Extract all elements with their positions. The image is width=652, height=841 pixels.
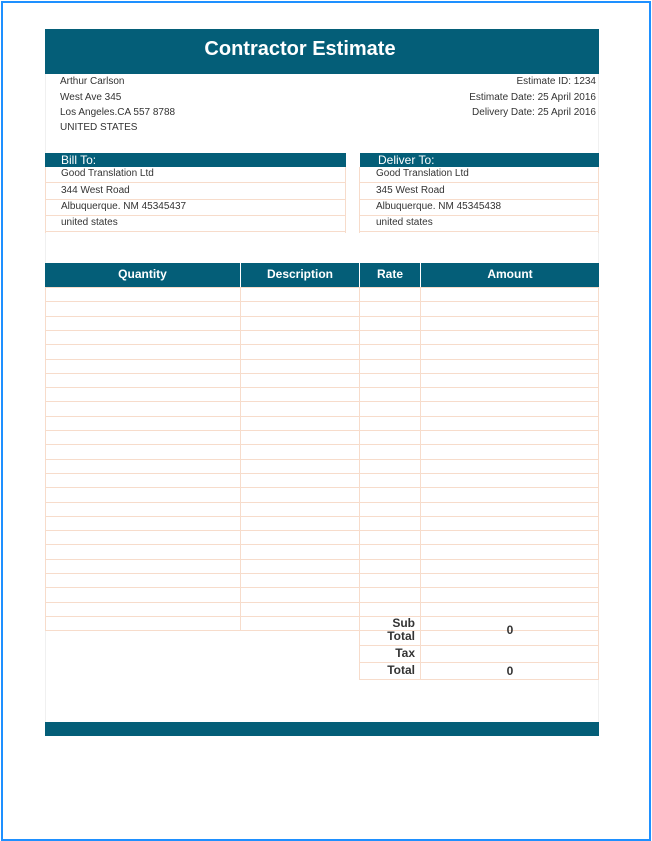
table-column-line: [359, 287, 360, 630]
table-row-line: [45, 487, 599, 488]
deliver-to-street: 345 West Road: [376, 185, 445, 196]
estimate-id: Estimate ID: 1234: [516, 76, 596, 87]
table-row-line: [45, 587, 599, 588]
tax-label: Tax: [395, 646, 415, 660]
total-label: Total: [387, 663, 415, 677]
sender-city: Los Angeles.CA 557 8788: [60, 107, 176, 118]
items-table-header: [45, 263, 599, 287]
bill-to-line: [46, 216, 345, 232]
table-row-line: [45, 359, 599, 360]
estimate-date: Estimate Date: 25 April 2016: [469, 92, 596, 103]
bill-to-street: 344 West Road: [61, 185, 130, 196]
title-bar: [45, 29, 599, 74]
table-row-line: [45, 344, 599, 345]
table-row-line: [45, 401, 599, 402]
table-row-line: [45, 459, 599, 460]
bill-to-line: [46, 184, 345, 200]
page-title: Contractor Estimate: [204, 38, 396, 60]
deliver-to-company: Good Translation Ltd: [376, 168, 469, 179]
subtotal-label-line1: Sub: [392, 616, 415, 630]
bill-to-company: Good Translation Ltd: [61, 168, 154, 179]
table-row-line: [45, 301, 599, 302]
table-row-line: [45, 373, 599, 374]
table-row-line: [45, 516, 599, 517]
bill-to-label: Bill To:: [61, 153, 97, 167]
bill-to-line: [46, 200, 345, 216]
table-row-line: [45, 316, 599, 317]
subtotal-value: 0: [506, 623, 514, 637]
table-row-line: [45, 559, 599, 560]
table-row-line: [45, 473, 599, 474]
bill-to-block: [45, 167, 346, 233]
deliver-to-block: [359, 167, 599, 233]
footer-bar: [45, 722, 599, 736]
table-column-line: [598, 287, 599, 630]
sender-street: West Ave 345: [60, 92, 122, 103]
table-row-line: [45, 573, 599, 574]
bill-to-country: united states: [61, 217, 118, 228]
sender-name: Arthur Carlson: [60, 76, 125, 87]
deliver-to-city: Albuquerque. NM 45345438: [376, 201, 502, 212]
total-value: 0: [506, 664, 514, 678]
col-quantity: Quantity: [45, 263, 241, 287]
table-column-line: [420, 287, 421, 630]
deliver-to-label: Deliver To:: [378, 153, 435, 167]
table-row-line: [45, 602, 599, 603]
deliver-to-line: [360, 216, 598, 232]
table-column-line: [240, 287, 241, 630]
deliver-to-line: [360, 184, 598, 200]
table-row-line: [45, 502, 599, 503]
table-column-line: [45, 287, 46, 630]
bill-to-line: [46, 167, 345, 183]
table-row-line: [45, 387, 599, 388]
table-row-line: [45, 444, 599, 445]
bill-to-city: Albuquerque. NM 45345437: [61, 201, 187, 212]
table-row-line: [45, 287, 599, 288]
totals-row-line: [359, 679, 599, 680]
bill-to-header: [45, 153, 346, 167]
deliver-to-country: united states: [376, 217, 433, 228]
totals-column-line: [359, 616, 360, 679]
table-row-line: [45, 430, 599, 431]
table-row-line: [45, 530, 599, 531]
subtotal-label-line2: Total: [387, 629, 415, 643]
table-row-line: [45, 330, 599, 331]
delivery-date: Delivery Date: 25 April 2016: [472, 107, 596, 118]
table-row-line: [45, 544, 599, 545]
col-amount: Amount: [487, 267, 533, 281]
deliver-to-line: [360, 200, 598, 216]
col-description: Description: [241, 263, 360, 287]
table-row-line: [45, 416, 599, 417]
deliver-to-line: [360, 167, 598, 183]
sender-country: UNITED STATES: [60, 122, 138, 133]
deliver-to-header: [360, 153, 599, 167]
col-rate: Rate: [360, 263, 421, 287]
